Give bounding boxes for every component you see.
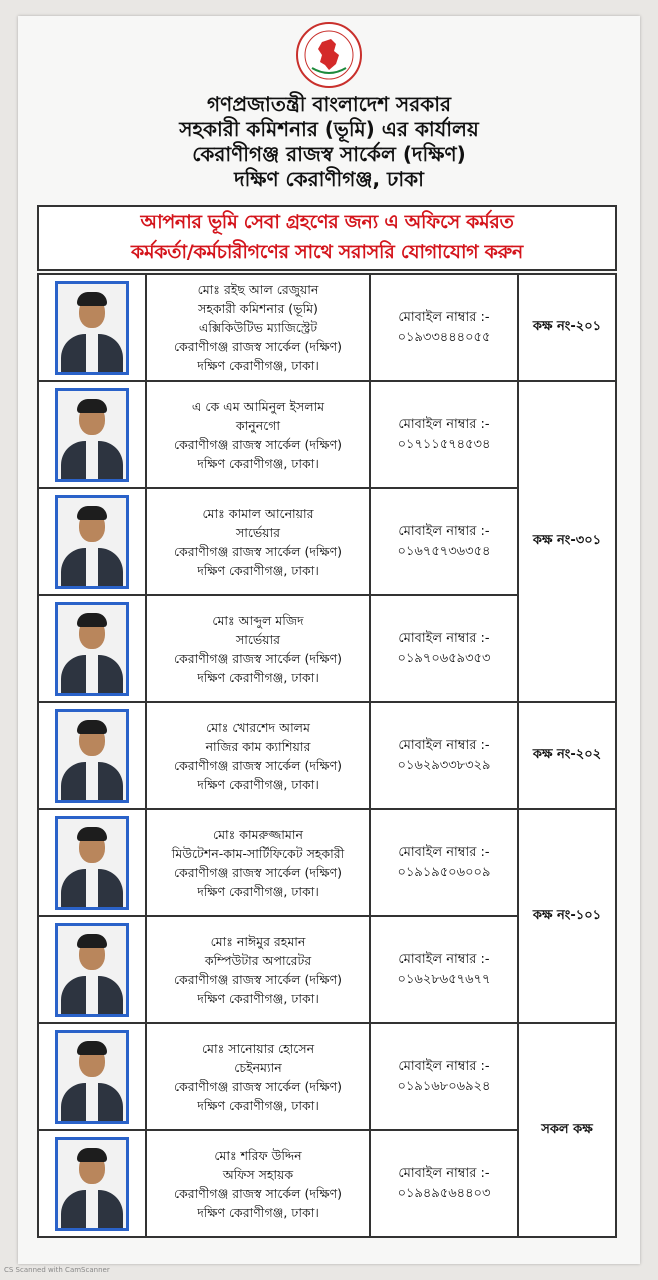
staff-photo <box>55 495 129 589</box>
staff-info <box>146 809 370 916</box>
photo-shirt <box>86 869 98 909</box>
phone-cell <box>370 1130 518 1237</box>
photo-shirt <box>86 976 98 1016</box>
phone-number: ০১৯৭০৬৫৯৩৫৩ <box>397 650 491 666</box>
photo-hair <box>77 292 107 306</box>
staff-office: কেরাণীগঞ্জ রাজস্ব সার্কেল (দক্ষিণ) <box>173 436 343 452</box>
photo-cell <box>38 702 146 809</box>
table-row <box>38 809 616 916</box>
header-location: দক্ষিণ কেরাণীগঞ্জ, ঢাকা <box>234 167 424 191</box>
staff-designation: কানুনগো <box>235 417 281 433</box>
staff-office: কেরাণীগঞ্জ রাজস্ব সার্কেল (দক্ষিণ) <box>173 971 343 987</box>
room-number: কক্ষ নং-২০১ <box>518 274 616 381</box>
photo-cell <box>38 809 146 916</box>
staff-info <box>146 1023 370 1130</box>
staff-photo <box>55 709 129 803</box>
phone-cell <box>370 274 518 381</box>
staff-photo <box>55 1137 129 1231</box>
phone-label: মোবাইল নাম্বার :- <box>398 1165 490 1181</box>
phone-label: মোবাইল নাম্বার :- <box>398 951 490 967</box>
photo-hair <box>77 506 107 520</box>
photo-hair <box>77 1041 107 1055</box>
staff-photo <box>55 388 129 482</box>
staff-office: কেরাণীগঞ্জ রাজস্ব সার্কেল (দক্ষিণ) <box>173 339 343 354</box>
staff-info <box>146 488 370 595</box>
phone-number: ০১৯১৯৫০৬০০৯ <box>397 864 491 880</box>
staff-info <box>146 1130 370 1237</box>
phone-cell <box>370 595 518 702</box>
photo-hair <box>77 613 107 627</box>
staff-photo <box>55 816 129 910</box>
phone-label: মোবাইল নাম্বার :- <box>398 523 490 539</box>
phone-number: ০১৯৪৯৫৬৪৪০৩ <box>397 1185 491 1201</box>
room-number: কক্ষ নং-২০২ <box>518 702 616 809</box>
photo-shirt <box>86 1083 98 1123</box>
staff-name: মোঃ শরিফ উদ্দিন <box>214 1147 302 1163</box>
photo-shirt <box>86 441 98 481</box>
photo-hair <box>77 827 107 841</box>
contact-notice <box>37 205 617 271</box>
staff-info <box>146 274 370 381</box>
phone-label: মোবাইল নাম্বার :- <box>398 416 490 432</box>
phone-cell <box>370 809 518 916</box>
staff-designation: অফিস সহায়ক <box>222 1166 294 1182</box>
staff-location: দক্ষিণ কেরাণীগঞ্জ, ঢাকা। <box>197 455 319 471</box>
photo-shirt <box>86 548 98 588</box>
staff-office: কেরাণীগঞ্জ রাজস্ব সার্কেল (দক্ষিণ) <box>173 1078 343 1094</box>
staff-office: কেরাণীগঞ্জ রাজস্ব সার্কেল (দক্ষিণ) <box>173 543 343 559</box>
phone-label: মোবাইল নাম্বার :- <box>398 1058 490 1074</box>
photo-cell <box>38 595 146 702</box>
notice-line-1: আপনার ভূমি সেবা গ্রহণের জন্য এ অফিসে কর্মরত <box>140 211 514 233</box>
staff-table <box>37 273 617 1238</box>
staff-designation2: এক্সিকিউটিভ ম্যাজিস্ট্রেট <box>198 320 318 335</box>
staff-location: দক্ষিণ কেরাণীগঞ্জ, ঢাকা। <box>197 358 319 373</box>
photo-cell <box>38 488 146 595</box>
staff-name: মোঃ রইছ আল রেজুয়ান <box>197 282 319 297</box>
table-row <box>38 381 616 488</box>
scanner-watermark: CS Scanned with CamScanner <box>4 1266 110 1274</box>
photo-shirt <box>86 334 98 374</box>
room-number: সকল কক্ষ <box>518 1023 616 1237</box>
staff-office: কেরাণীগঞ্জ রাজস্ব সার্কেল (দক্ষিণ) <box>173 650 343 666</box>
staff-info <box>146 702 370 809</box>
phone-cell <box>370 488 518 595</box>
staff-designation: সার্ভেয়ার <box>235 524 281 540</box>
office-header <box>18 92 640 192</box>
staff-office: কেরাণীগঞ্জ রাজস্ব সার্কেল (দক্ষিণ) <box>173 1185 343 1201</box>
staff-designation: সার্ভেয়ার <box>235 631 281 647</box>
photo-hair <box>77 399 107 413</box>
staff-designation: চেইনম্যান <box>234 1059 282 1075</box>
staff-designation: সহকারী কমিশনার (ভূমি) <box>198 301 318 316</box>
staff-office: কেরাণীগঞ্জ রাজস্ব সার্কেল (দক্ষিণ) <box>173 757 343 773</box>
phone-number: ০১৯৩৩৪৪৪০৫৫ <box>397 329 491 345</box>
table-row <box>38 702 616 809</box>
phone-number: ০১৬৭৫৭৩৬৩৫৪ <box>397 543 491 559</box>
photo-hair <box>77 720 107 734</box>
table-row <box>38 1023 616 1130</box>
room-number: কক্ষ নং-১০১ <box>518 809 616 1023</box>
government-seal-icon <box>296 22 362 88</box>
header-office: সহকারী কমিশনার (ভূমি) এর কার্যালয় <box>179 117 479 141</box>
photo-cell <box>38 1130 146 1237</box>
phone-label: মোবাইল নাম্বার :- <box>398 737 490 753</box>
phone-number: ০১৬২৯৩৩৮৩২৯ <box>397 757 491 773</box>
photo-cell <box>38 1023 146 1130</box>
table-row <box>38 274 616 381</box>
staff-designation: মিউটেশন-কাম-সার্টিফিকেট সহকারী <box>171 845 345 861</box>
staff-info <box>146 595 370 702</box>
staff-photo <box>55 923 129 1017</box>
header-government: গণপ্রজাতন্ত্রী বাংলাদেশ সরকার <box>207 92 451 116</box>
staff-designation: নাজির কাম ক্যাশিয়ার <box>205 738 311 754</box>
phone-label: মোবাইল নাম্বার :- <box>398 309 490 325</box>
staff-photo <box>55 602 129 696</box>
phone-cell <box>370 381 518 488</box>
phone-cell <box>370 1023 518 1130</box>
staff-photo <box>55 1030 129 1124</box>
phone-label: মোবাইল নাম্বার :- <box>398 844 490 860</box>
photo-hair <box>77 1148 107 1162</box>
staff-location: দক্ষিণ কেরাণীগঞ্জ, ঢাকা। <box>197 776 319 792</box>
phone-number: ০১৭১১৫৭৪৫৩৪ <box>397 436 491 452</box>
staff-info <box>146 381 370 488</box>
staff-location: দক্ষিণ কেরাণীগঞ্জ, ঢাকা। <box>197 1204 319 1220</box>
staff-location: দক্ষিণ কেরাণীগঞ্জ, ঢাকা। <box>197 883 319 899</box>
staff-location: দক্ষিণ কেরাণীগঞ্জ, ঢাকা। <box>197 1097 319 1113</box>
photo-hair <box>77 934 107 948</box>
photo-shirt <box>86 1190 98 1230</box>
staff-designation: কম্পিউটার অপারেটর <box>204 952 312 968</box>
phone-cell <box>370 702 518 809</box>
room-number: কক্ষ নং-৩০১ <box>518 381 616 702</box>
staff-name: মোঃ সানোয়ার হোসেন <box>201 1040 315 1056</box>
photo-cell <box>38 381 146 488</box>
staff-name: মোঃ নাঈমুর রহমান <box>210 933 306 949</box>
staff-name: মোঃ আব্দুল মজিদ <box>212 612 304 628</box>
staff-location: দক্ষিণ কেরাণীগঞ্জ, ঢাকা। <box>197 562 319 578</box>
photo-cell <box>38 916 146 1023</box>
staff-name: মোঃ কামরুজ্জামান <box>213 826 303 842</box>
staff-location: দক্ষিণ কেরাণীগঞ্জ, ঢাকা। <box>197 990 319 1006</box>
staff-name: এ কে এম আমিনুল ইসলাম <box>191 398 325 414</box>
staff-photo <box>55 281 129 375</box>
staff-info <box>146 916 370 1023</box>
notice-line-2: কর্মকর্তা/কর্মচারীগণের সাথে সরাসরি যোগাযোগ করুন <box>131 241 523 263</box>
staff-name: মোঃ কামাল আনোয়ার <box>202 505 314 521</box>
phone-label: মোবাইল নাম্বার :- <box>398 630 490 646</box>
photo-cell <box>38 274 146 381</box>
staff-location: দক্ষিণ কেরাণীগঞ্জ, ঢাকা। <box>197 669 319 685</box>
photo-shirt <box>86 762 98 802</box>
phone-number: ০১৯১৬৮০৬৯২৪ <box>397 1078 491 1094</box>
phone-cell <box>370 916 518 1023</box>
staff-office: কেরাণীগঞ্জ রাজস্ব সার্কেল (দক্ষিণ) <box>173 864 343 880</box>
staff-name: মোঃ খোরশেদ আলম <box>206 719 310 735</box>
photo-shirt <box>86 655 98 695</box>
phone-number: ০১৬২৮৬৫৭৬৭৭ <box>397 971 491 987</box>
header-circle: কেরাণীগঞ্জ রাজস্ব সার্কেল (দক্ষিণ) <box>192 142 466 166</box>
